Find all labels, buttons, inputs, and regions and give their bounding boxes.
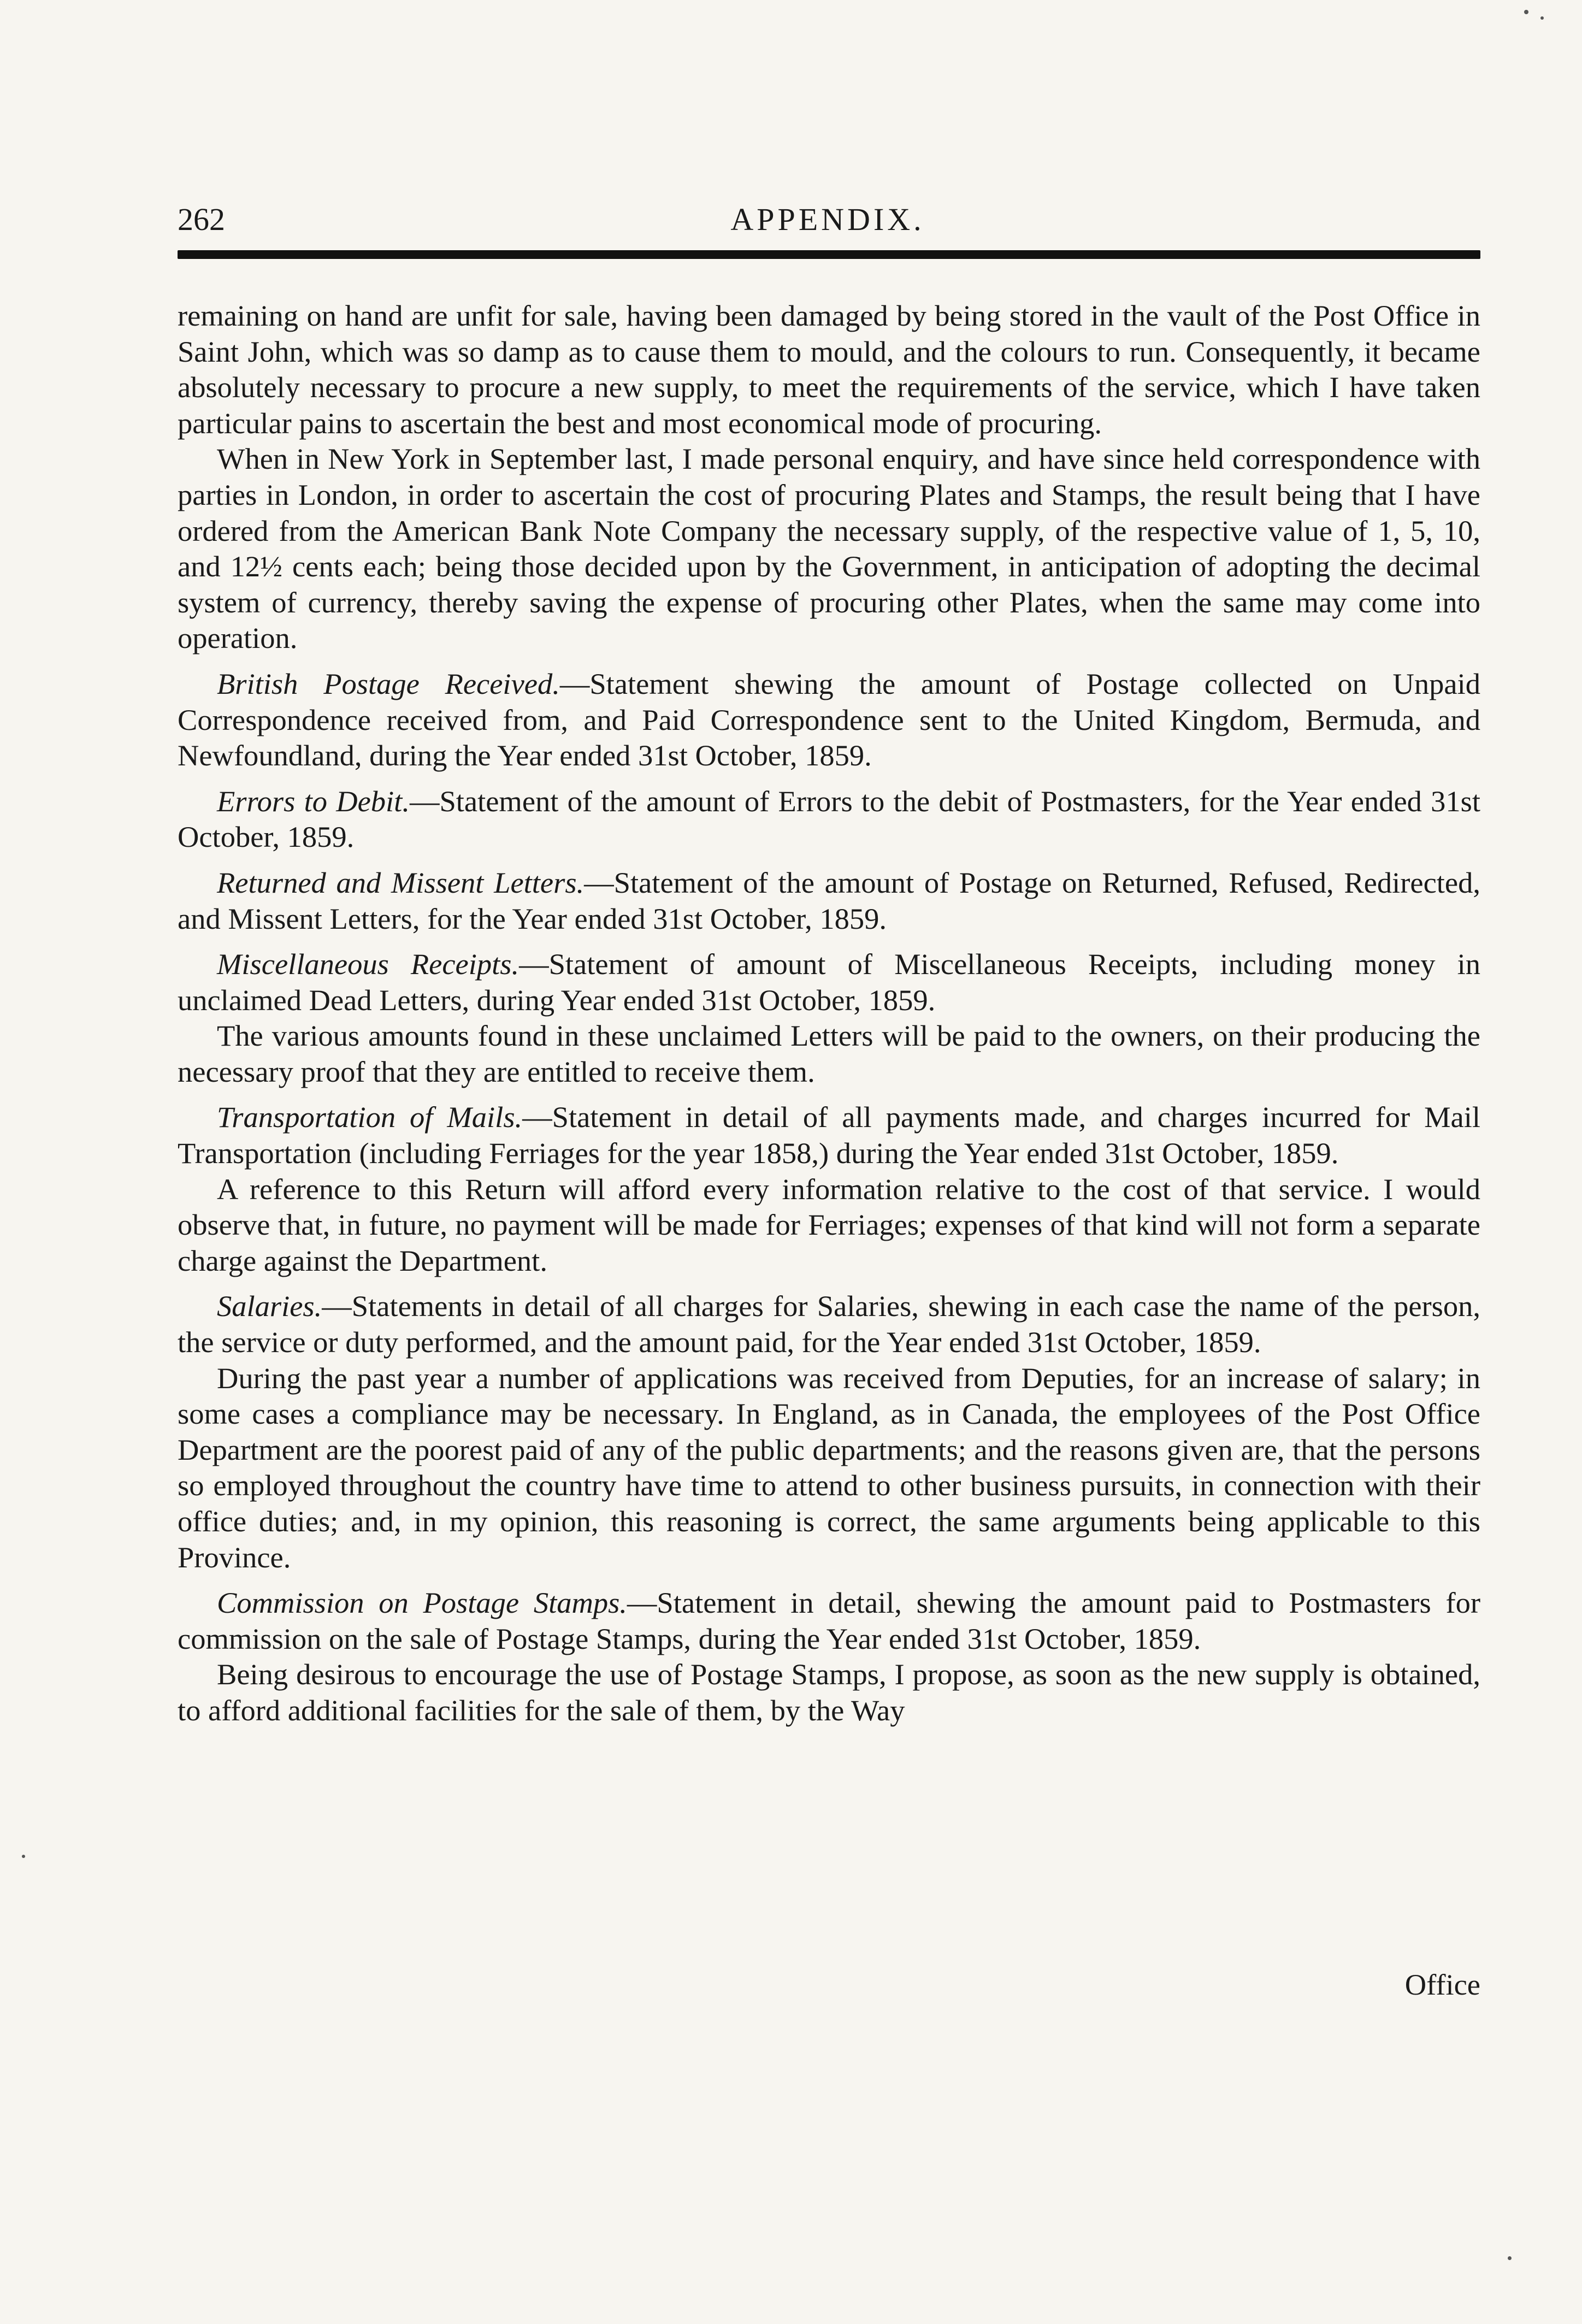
paragraph (178, 1288, 1480, 1360)
paragraph (178, 1171, 1480, 1279)
paragraph-lead: British Postage Received. (217, 666, 560, 700)
paragraph-text: —Statement of the amount of Errors to the debit of Postmasters, for the Year ended 31st October, 1859. (178, 784, 1480, 854)
paragraph-text: During the past year a number of applications was received from Deputies, for an increase of salary; in some cases a compliance may be necessary. In England, as in Canada, the employees of the Post Office Department are the poorest paid of any of the public departments; and the reasons given are, that the persons so employed throughout the country have time to attend to other business pursuits, in connection with their office duties; and, in my opinion, this reasoning is correct, the same arguments being applicable to this Province. (178, 1361, 1480, 1574)
scan-speck (1524, 10, 1528, 14)
paragraph-text: —Statement of the amount of Postage on Returned, Refused, Redirected, and Missent Letters, for the Year ended 31st October, 1859. (178, 865, 1480, 935)
scan-speck (1508, 2256, 1512, 2260)
paragraph-lead: Errors to Debit. (217, 784, 410, 818)
scan-speck (22, 1855, 25, 1858)
paragraph (178, 1585, 1480, 1656)
paragraph-text: —Statement in detail, shewing the amount paid to Postmasters for commission on the sale of Postage Stamps, during the Year ended 31st October, 1859. (178, 1586, 1480, 1655)
page-header (178, 198, 1478, 241)
paragraph-text: —Statements in detail of all charges for Salaries, shewing in each case the name of the person, the service or duty performed, and the amount paid, for the Year ended 31st October, 1859. (178, 1289, 1480, 1359)
paragraph-lead: Returned and Missent Letters. (217, 865, 585, 899)
catchword: Office (1404, 1968, 1480, 2001)
paragraph (178, 1656, 1480, 1728)
paragraph-lead: Transportation of Mails. (217, 1100, 523, 1134)
paragraph (178, 1099, 1480, 1171)
paragraph (178, 666, 1480, 774)
paragraph-lead: Commission on Postage Stamps. (217, 1586, 627, 1620)
paragraph-text: The various amounts found in these unclaimed Letters will be paid to the owners, on their producing the necessary proof that they are entitled to receive them. (178, 1019, 1480, 1088)
header-rule (178, 250, 1480, 259)
paragraph (178, 298, 1480, 441)
paragraph-lead: Salaries. (217, 1289, 322, 1323)
paragraph-text: When in New York in September last, I made personal enquiry, and have since held correspondence with parties in London, in order to ascertain the cost of procuring Plates and Stamps, the result being that I have ordered from the American Bank Note Company the necessary supply, of the respective value of 1, 5, 10, and 12½ cents each; being those decided upon by the Government, in anticipation of adopting the decimal system of currency, thereby saving the expense of procuring other Plates, when the same may come into operation. (178, 442, 1480, 655)
paragraph-text: —Statement shewing the amount of Postage collected on Unpaid Correspondence received from, and Paid Correspondence sent to the United Kingdom, Bermuda, and Newfoundland, during the Year ended 31st October, 1859. (178, 666, 1480, 772)
body-text (178, 298, 1480, 1729)
paragraph (178, 1018, 1480, 1089)
paragraph (178, 783, 1480, 855)
page-number: 262 (178, 202, 225, 237)
paragraph-text: —Statement of amount of Miscellaneous Receipts, including money in unclaimed Dead Letters, during Year ended 31st October, 1859. (178, 947, 1480, 1017)
paragraph-text: —Statement in detail of all payments made, and charges incurred for Mail Transportation (including Ferriages for the year 1858,) during the Year ended 31st October, 1859. (178, 1100, 1481, 1170)
paragraph (178, 441, 1480, 656)
paragraph-text: Being desirous to encourage the use of Postage Stamps, I propose, as soon as the new supply is obtained, to afford additional facilities for the sale of them, by the Way (178, 1658, 1480, 1727)
paragraph (178, 865, 1480, 936)
paragraph-lead: Miscellaneous Receipts. (217, 947, 520, 981)
paragraph-text: A reference to this Return will afford every information relative to the cost of that service. I would observe that, in future, no payment will be made for Ferriages; expenses of that kind will not form a separate charge against the Department. (178, 1172, 1480, 1277)
paragraph (178, 1360, 1480, 1576)
paragraph-text: remaining on hand are unfit for sale, having been damaged by being stored in the vault of the Post Office in Saint John, which was so damp as to cause them to mould, and the colours to run. Consequently, it became absolutely necessary to procure a new supply, to meet the requirements of the service, which I have taken particular pains to ascertain the best and most economical mode of procuring. (178, 299, 1480, 440)
paragraph (178, 946, 1480, 1018)
running-title: APPENDIX. (730, 202, 925, 237)
scan-speck (1540, 16, 1544, 20)
